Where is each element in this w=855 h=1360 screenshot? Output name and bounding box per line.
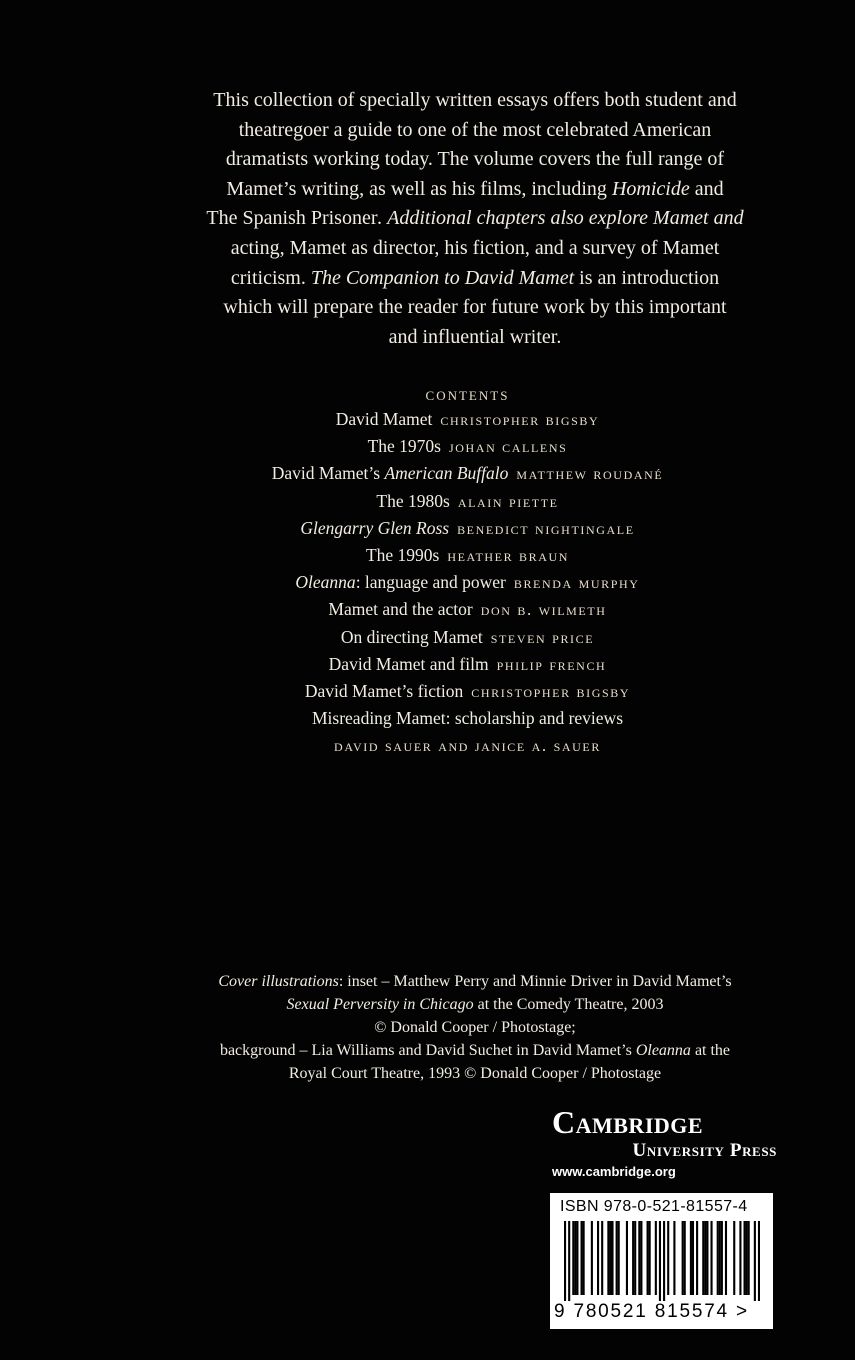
barcode-bar bbox=[634, 1221, 636, 1295]
contents-heading: contents bbox=[425, 384, 510, 404]
blurb-line bbox=[170, 175, 780, 205]
barcode-bar bbox=[591, 1221, 593, 1295]
barcode-bar bbox=[607, 1221, 609, 1295]
chapter-author: brenda murphy bbox=[513, 573, 640, 593]
chapter-title: Mamet and the actor bbox=[328, 599, 473, 620]
barcode-bar bbox=[659, 1221, 661, 1301]
credit-line bbox=[160, 993, 790, 1016]
barcode-bar bbox=[710, 1221, 712, 1295]
credit-text: at the bbox=[690, 1042, 731, 1059]
barcode-bar bbox=[576, 1221, 578, 1295]
barcode-bar bbox=[754, 1221, 756, 1301]
chapter-title-italic: Oleanna bbox=[295, 572, 356, 593]
chapter-author: david sauer and janice a. sauer bbox=[334, 736, 601, 756]
credit-title-italic: Oleanna bbox=[635, 1042, 691, 1059]
chapter-title-italic: Glengarry Glen Ross bbox=[300, 517, 450, 538]
contents-entry bbox=[0, 460, 855, 487]
barcode-bar bbox=[719, 1221, 721, 1295]
credit-line bbox=[160, 1039, 790, 1062]
barcode-bar bbox=[638, 1221, 640, 1295]
blurb-text: which will prepare the reader for future work by this important bbox=[223, 296, 727, 319]
barcode-bar bbox=[663, 1221, 665, 1301]
barcode-bar bbox=[667, 1221, 669, 1295]
barcode-bar bbox=[583, 1221, 585, 1295]
chapter-title: : language and power bbox=[355, 572, 506, 593]
barcode-bar bbox=[692, 1221, 694, 1295]
isbn-label: ISBN 978-0-521-81557-4 bbox=[560, 1198, 748, 1215]
barcode-bar bbox=[581, 1221, 583, 1295]
blurb-title-italic: . Additional chapters also explore Mamet and bbox=[377, 207, 744, 230]
barcode-bar bbox=[632, 1221, 634, 1295]
publisher-url: www.cambridge.org bbox=[552, 1164, 676, 1179]
blurb-title-italic: The Companion to David Mamet bbox=[310, 266, 575, 289]
barcode-bar bbox=[611, 1221, 613, 1295]
blurb-text: dramatists working today. The volume covers the full range of bbox=[225, 148, 725, 171]
contents-entry bbox=[0, 542, 855, 569]
isbn-barcode bbox=[550, 1193, 773, 1329]
contents-entry bbox=[0, 678, 855, 705]
blurb-text: and bbox=[689, 177, 724, 200]
publisher-name: Cambridge bbox=[552, 1104, 704, 1140]
credit-title-italic: Sexual Perversity in Chicago bbox=[286, 996, 474, 1013]
chapter-author: benedict nightingale bbox=[457, 518, 635, 538]
credit-title-italic: Cover illustrations bbox=[218, 973, 339, 990]
blurb-line bbox=[170, 86, 780, 116]
chapter-title: David Mamet bbox=[335, 409, 433, 429]
chapter-author: christopher bigsby bbox=[471, 681, 631, 701]
chapter-title: David Mamet and film bbox=[328, 653, 489, 674]
contents-entry bbox=[0, 406, 855, 433]
blurb-text: Mamet’s writing, as well as his films, including bbox=[226, 177, 612, 200]
contents-entry bbox=[0, 433, 855, 460]
barcode-bar bbox=[618, 1221, 620, 1295]
chapter-author: johan callens bbox=[449, 437, 568, 457]
blurb-text: The Spanish Prisoner bbox=[206, 207, 378, 230]
barcode-bar bbox=[702, 1221, 704, 1295]
blurb-line bbox=[170, 323, 780, 353]
contents-entry bbox=[0, 515, 855, 542]
barcode-bar bbox=[574, 1221, 576, 1295]
credit-text: : inset – Matthew Perry and Minnie Driver in David Mamet’s bbox=[338, 973, 732, 990]
barcode-bar bbox=[640, 1221, 642, 1295]
chapter-title: On directing Mamet bbox=[340, 626, 483, 647]
blurb-line bbox=[170, 234, 780, 264]
credit-text: Royal Court Theatre, 1993 © Donald Cooper / Photostage bbox=[288, 1065, 662, 1082]
publisher-subtitle: University Press bbox=[632, 1140, 777, 1161]
chapter-author: alain piette bbox=[457, 491, 559, 511]
chapter-author: steven price bbox=[490, 627, 595, 647]
chapter-author: heather braun bbox=[447, 545, 570, 565]
blurb-line bbox=[170, 293, 780, 323]
chapter-title: The 1990s bbox=[365, 544, 440, 565]
blurb-line bbox=[170, 204, 780, 234]
barcode-bar bbox=[682, 1221, 684, 1295]
barcode-bar bbox=[717, 1221, 719, 1295]
barcode-digits: 9 780521 815574 > bbox=[554, 1301, 749, 1322]
barcode-bar bbox=[739, 1221, 741, 1295]
chapter-author: philip french bbox=[496, 654, 607, 674]
cover-illustration-credits bbox=[160, 970, 790, 1085]
barcode-bar bbox=[704, 1221, 706, 1295]
chapter-author: matthew roudané bbox=[516, 464, 664, 484]
publisher-logo bbox=[552, 1106, 777, 1179]
credit-line bbox=[160, 970, 790, 993]
chapter-title: The 1980s bbox=[376, 490, 450, 511]
contents-entry bbox=[0, 732, 855, 759]
credit-text: background – Lia Williams and David Suchet in David Mamet’s bbox=[219, 1042, 636, 1059]
barcode-bar bbox=[609, 1221, 611, 1295]
blurb-text: and influential writer. bbox=[388, 325, 562, 348]
blurb-line bbox=[170, 145, 780, 175]
contents-entry bbox=[0, 624, 855, 651]
credit-line bbox=[160, 1016, 790, 1039]
barcode-bar bbox=[696, 1221, 698, 1295]
blurb-text: theatregoer a guide to one of the most celebrated American bbox=[238, 118, 712, 141]
contents-entry bbox=[0, 651, 855, 678]
contents-entry bbox=[0, 488, 855, 515]
chapter-title-italic: American Buffalo bbox=[384, 463, 509, 484]
chapter-title: David Mamet’s fiction bbox=[304, 680, 464, 701]
blurb-text: This collection of specially written essays offers both student and bbox=[213, 89, 737, 111]
barcode-bar bbox=[649, 1221, 651, 1295]
blurb-text: criticism. bbox=[230, 266, 311, 289]
blurb-line bbox=[170, 116, 780, 146]
barcode-bar bbox=[597, 1221, 599, 1295]
chapter-author: christopher bigsby bbox=[440, 410, 600, 429]
barcode-bar bbox=[647, 1221, 649, 1295]
barcode-bars bbox=[564, 1221, 760, 1301]
blurb-text: acting, Mamet as director, his fiction, and a survey of Mamet bbox=[230, 236, 720, 259]
contents-entry bbox=[0, 705, 855, 732]
barcode-bar bbox=[673, 1221, 675, 1295]
barcode-bar bbox=[655, 1221, 657, 1295]
barcode-bar bbox=[684, 1221, 686, 1295]
barcode-bar bbox=[690, 1221, 692, 1295]
chapter-title: Misreading Mamet: scholarship and reviews bbox=[311, 708, 624, 729]
barcode-bar bbox=[748, 1221, 750, 1295]
credit-line bbox=[160, 1062, 790, 1085]
contents-list bbox=[0, 406, 855, 759]
barcode-bar bbox=[746, 1221, 748, 1295]
blurb-line bbox=[170, 264, 780, 294]
barcode-bar bbox=[601, 1221, 603, 1295]
barcode-bar bbox=[733, 1221, 735, 1295]
contents-entry bbox=[0, 569, 855, 596]
contents-entry bbox=[0, 596, 855, 623]
barcode-bar bbox=[721, 1221, 723, 1295]
chapter-author: don b. wilmeth bbox=[480, 600, 607, 620]
blurb-title-italic: Homicide bbox=[611, 177, 690, 200]
chapter-title: The 1970s bbox=[367, 436, 441, 457]
barcode-bar bbox=[725, 1221, 727, 1295]
credit-text: © Donald Cooper / Photostage; bbox=[374, 1019, 576, 1036]
barcode-bar bbox=[572, 1221, 574, 1295]
barcode-bar bbox=[616, 1221, 618, 1295]
barcode-bar bbox=[564, 1221, 566, 1301]
barcode-bar bbox=[706, 1221, 708, 1295]
blurb-text: is an introduction bbox=[574, 266, 720, 289]
back-cover-blurb bbox=[170, 86, 780, 352]
barcode-bar bbox=[626, 1221, 628, 1295]
barcode-bar bbox=[758, 1221, 760, 1301]
barcode-bar bbox=[743, 1221, 745, 1295]
chapter-title: David Mamet’s bbox=[271, 463, 385, 484]
credit-text: at the Comedy Theatre, 2003 bbox=[473, 996, 664, 1013]
barcode-bar bbox=[568, 1221, 570, 1301]
